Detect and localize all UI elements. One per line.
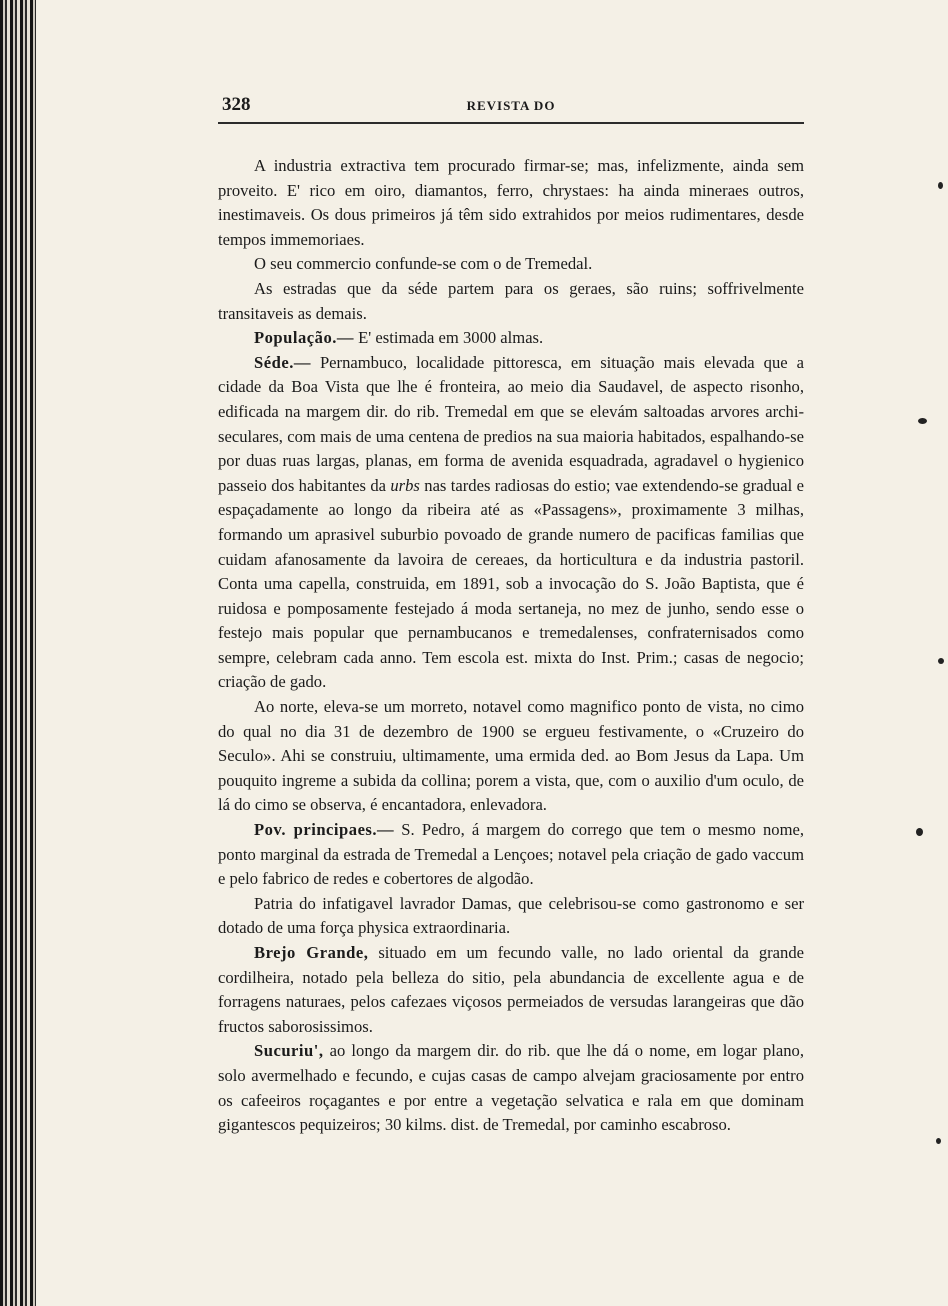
body-text — [218, 154, 804, 1138]
italic-urbs: urbs — [390, 475, 420, 495]
ink-speck — [936, 1138, 941, 1144]
book-page — [218, 92, 804, 1138]
running-head: REVISTA DO — [466, 98, 556, 113]
heading-sede: Séde.— — [254, 352, 311, 372]
book-binding-edge — [0, 0, 36, 1306]
ink-speck — [938, 658, 944, 664]
heading-povoados: Pov. principaes.— — [254, 820, 395, 840]
paragraph-patria: Patria do infatigavel lavrador Damas, que celebrisou-se como gastronomo e ser dotado de uma força physica extraordinaria. — [218, 893, 804, 938]
heading-sucuriu: Sucuriu', — [254, 1041, 324, 1061]
heading-populacao: População.— — [254, 328, 354, 348]
paragraph-commercio: O seu commercio confunde-se com o de Tremedal. — [254, 254, 593, 274]
heading-brejo-grande: Brejo Grande, — [254, 943, 369, 962]
paragraph-povoados: Pov. principaes.— S. Pedro, á margem do corrego que tem o mesmo nome, ponto marginal da estrada de Tremedal a Lençoes; notavel pela criação de gado vaccum e pelo fabrico de redes e cobertores de algodão. — [218, 820, 804, 889]
paragraph-estradas: As estradas que da séde partem para os geraes, são ruins; soffrivelmente transitaveis as demais. — [218, 278, 804, 323]
ink-speck — [938, 182, 943, 189]
page-header — [218, 92, 804, 124]
ink-speck — [916, 828, 923, 836]
paragraph-populacao: População.— E' estimada em 3000 almas. — [254, 328, 544, 348]
page-number: 328 — [222, 94, 251, 115]
paragraph-industria: A industria extractiva tem procurado firmar-se; mas, infelizmente, ainda sem proveito. E' rico em oiro, diamantos, ferro, chrystaes: ha ainda mineraes outros, inestimaveis. Os dous primeiros já têm sido extrahidos por meios rudimentares, desde tempos immemoriaes. — [218, 156, 804, 249]
paragraph-norte: Ao norte, eleva-se um morreto, notavel como magnifico ponto de vista, no cimo do qual no dia 31 de dezembro de 1900 se ergueu festivamente, o «Cruzeiro do Seculo». Ahi se construiu, ultimamente, uma ermida ded. ao Bom Jesus da Lapa. Um pouquito ingreme a subida da collina; porem a vista, que, com o auxilio d'um oculo, de lá do cimo se observa, é encantadora, enlevadora. — [218, 697, 804, 815]
paragraph-brejo-grande: Brejo Grande, situado em um fecundo valle, no lado oriental da grande cordilheira, notado pela belleza do sitio, pela abundancia de excellente agua e de forragens naturaes, pelos cafezaes viçosos permeiados de versudas larangeiras que dão fructos saborosissimos. — [218, 943, 804, 1036]
paragraph-sede: Séde.— Pernambuco, localidade pittoresca, em situação mais elevada que a cidade da Boa Vista que lhe é fronteira, ao meio dia Saudavel, de aspecto risonho, edificada na margem dir. do rib. Tremedal em que se elevám saltoadas arvores archi-seculares, com mais de uma centena de predios na sua maioria habitados, espalhando-se por duas ruas largas, planas, em forma de avenida esquadrada, agradavel o hygienico passeio dos habitantes da urbs nas tardes radiosas do estio; vae extendendo-se gradual e espaçadamente ao longo da ribeira até as «Passagens», proximamente 3 milhas, formando um aprasivel suburbio povoado de grande numero de pacificas familias que cuidam afanosamente da lavoira de cereaes, da horticultura e da industria pastoril. Conta uma capella, construida, em 1891, sob a invocação do S. João Baptista, que é ruidosa e pomposamente festejado á moda sertaneja, no mez de junho, sendo esse o festejo mais popular que pernambucanos e tremedalenses, confraternisados como sempre, celebram cada anno. Tem escola est. mixta do Inst. Prim.; casas de negocio; criação de gado. — [218, 352, 804, 692]
ink-speck — [918, 418, 927, 424]
paragraph-sucuriu: Sucuriu', ao longo da margem dir. do rib. que lhe dá o nome, em logar plano, solo avermelhado e fecundo, e cujas casas de campo alvejam graciosamente por entro os cafeeiros roçagantes e por entre a vegetação selvatica e rala em que dominam gigantescos pequizeiros; 30 kilms. dist. de Tremedal, por caminho escabroso. — [218, 1041, 804, 1135]
